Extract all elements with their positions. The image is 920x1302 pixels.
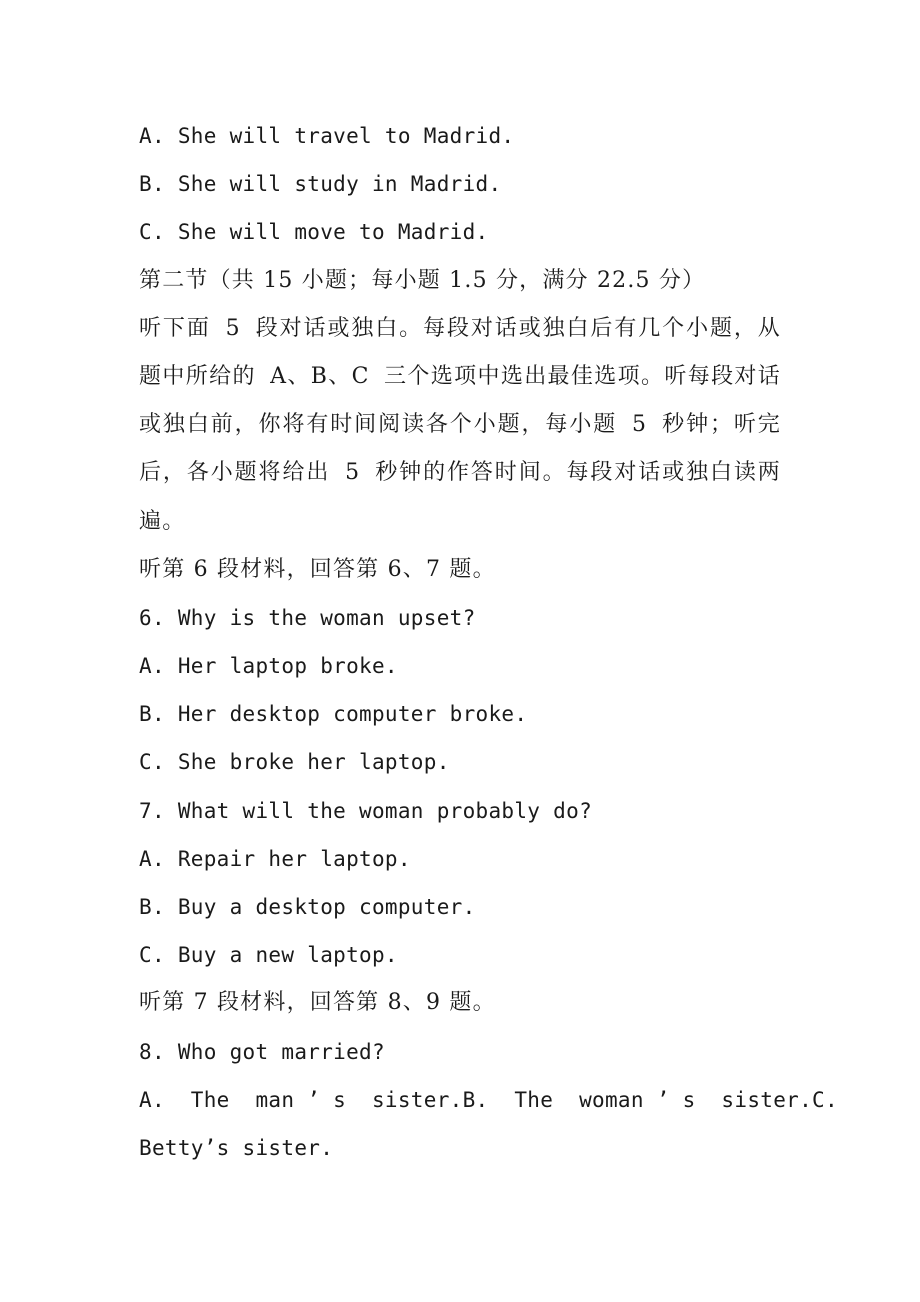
question-6: 6. Why is the woman upset? [139,605,476,630]
instructions-line-4: 后，各小题将给出 5 秒钟的作答时间。每段对话或独白读两 [139,460,781,486]
option-5c: C. She will move to Madrid. [139,220,489,245]
option-7c: C. Buy a new laptop. [139,943,398,968]
options-8-line-1: A. The man ’ s sister.B. The woman ’ s sister.C. [139,1087,838,1112]
document-page [139,112,838,1172]
option-7b: B. Buy a desktop computer. [139,895,476,919]
section-heading: 第二节（共 15 小题；每小题 1.5 分，满分 22.5 分） [139,267,706,293]
option-6a: A. Her laptop broke. [139,654,398,679]
option-6c: C. She broke her laptop. [139,750,450,775]
question-7: 7. What will the woman probably do? [139,798,593,823]
option-5b: B. She will study in Madrid. [139,172,502,197]
material-6-heading: 听第 6 段材料，回答第 6、7 题。 [139,556,496,582]
instructions-line-5: 遍。 [139,508,186,534]
question-8: 8. Who got married? [139,1039,385,1064]
instructions-line-2: 题中所给的 A、B、C 三个选项中选出最佳选项。听每段对话 [139,363,781,389]
instructions-line-3: 或独白前，你将有时间阅读各个小题，每小题 5 秒钟；听完 [139,412,781,438]
instructions-line-1: 听下面 5 段对话或独白。每段对话或独白后有几个小题，从 [139,315,781,341]
material-7-heading: 听第 7 段材料，回答第 8、9 题。 [139,990,496,1016]
option-7a: A. Repair her laptop. [139,846,411,871]
options-8-line-2: Betty’s sister. [139,1135,334,1160]
option-6b: B. Her desktop computer broke. [139,702,528,727]
option-5a: A. She will travel to Madrid. [139,124,515,148]
